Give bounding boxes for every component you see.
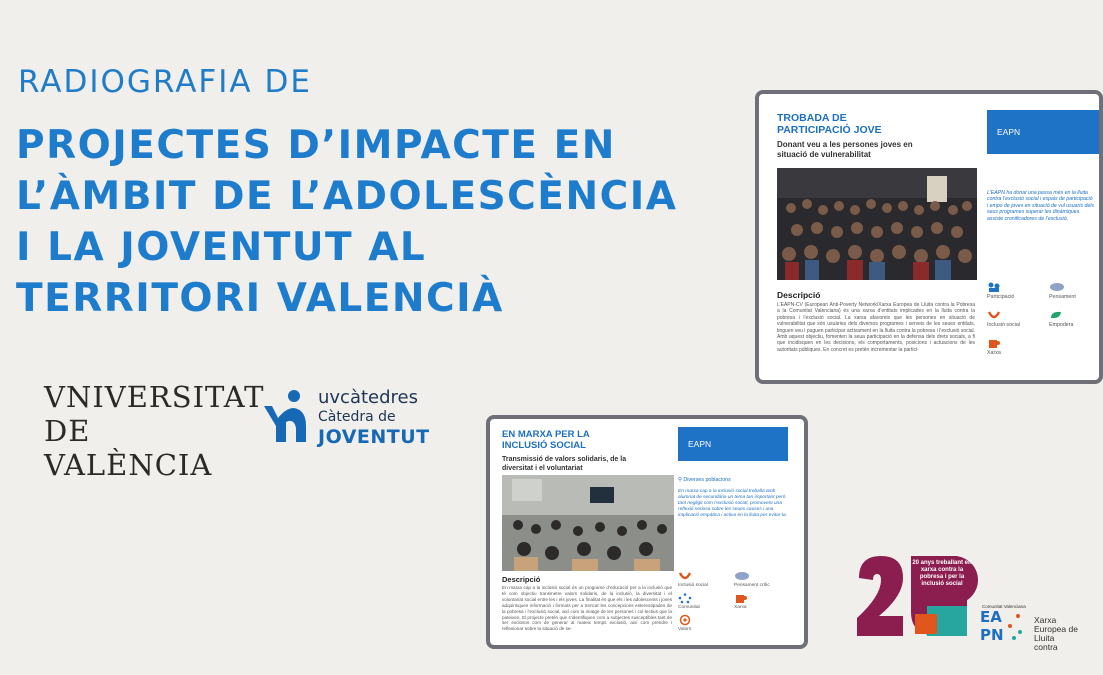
project-card-en-marxa: [486, 415, 808, 649]
icon-inclusio: [987, 310, 1020, 328]
classroom-photo: [502, 475, 674, 571]
smile-icon: [987, 310, 1001, 320]
card-body: En marxa cap a la inclusió social és un programe d’educació per a la inclusió que té com objectiu transmetre valors solidaris, de la inclusió, la diversitat i el voluntariat social entre les i els joves. La finalitat és que els i les adolescents i joves adquirisquen informació i formats per a trencar les concepcions estereotipades de la pobresa i l’exclusió social, així com la imatge de les persones i col·lectius que la pateixen. El projecte pretén que s’identifiquen com a subjectes susceptibles tant de ser exclosos com de generar al mateix temps exclusió, així com prendre i reflexionar sobre la situació de se-: [502, 585, 672, 632]
puzzle-icon: [734, 593, 748, 603]
headline: [16, 120, 756, 324]
speech-bubble-icon: [1049, 282, 1063, 292]
icon-pensament: [1049, 282, 1076, 300]
headline-line: L’ÀMBIT DE L’ADOLESCÈNCIA: [16, 174, 678, 219]
icon-xarxa: [987, 338, 1001, 356]
icon-pensament: [734, 571, 770, 588]
card-subtitle: Transmissió de valors solidaris, de la diversitat i el voluntariat: [502, 456, 627, 472]
icon-label: Xarxa: [987, 350, 1001, 356]
icon-xarxa: [734, 593, 748, 610]
project-card-trobada: [755, 90, 1103, 384]
headline-line: TERRITORI VALENCIÀ: [16, 276, 504, 321]
icon-label: Empodera: [1049, 322, 1074, 328]
uv-logo-line2: DE VALÈNCIA: [44, 414, 213, 482]
svg-text:PN: PN: [980, 626, 1004, 644]
icon-empodera: [1049, 310, 1073, 328]
icon-inclusio: [678, 571, 708, 588]
eapn-tagline: 20 anys treballant en xarxa contra la pobresa i per la inclusió social: [912, 560, 972, 587]
catedra-name: JOVENTUT: [318, 426, 430, 448]
card-title: TROBADA DE PARTICIPACIÓ JOVE: [777, 112, 882, 136]
card-title: EN MARXA PER LA INCLUSIÓ SOCIAL: [502, 429, 590, 451]
headline-line: I LA JOVENTUT AL: [16, 225, 427, 270]
leaf-icon: [1049, 310, 1063, 320]
svg-text:EA: EA: [980, 608, 1002, 626]
card-intro: L’EAPN ha donat una passa més en la lluita contra l’exclusió social i espais de participació i empo de joves en situació de vul usuaris dels seus programes superar les dinàmiques assiste cronificadores de l’exclusió.: [987, 190, 1094, 222]
icon-label: Valors: [678, 627, 692, 632]
card-section-label: Descripció: [502, 575, 541, 584]
icon-label: Xarxa: [734, 605, 747, 610]
location-label: Diverses poblacions: [683, 477, 731, 483]
icon-comunitat: [678, 593, 700, 610]
catedra-mark-icon: [262, 386, 310, 442]
universitat-valencia-logo: [44, 380, 265, 482]
eapn-org-name: Xarxa Europea de Lluita contra: [1034, 615, 1078, 652]
people-icon: [987, 282, 1001, 292]
card-org-bar: EAPN: [987, 110, 1099, 154]
headline-line: PROJECTES D’IMPACTE EN: [16, 123, 616, 168]
location-row: [678, 477, 731, 483]
card-org-bar: EAPN: [678, 427, 788, 461]
icon-label: Pensament crític: [734, 583, 770, 588]
icon-label: Inclusió social: [987, 322, 1020, 328]
icon-label: Pensament: [1049, 294, 1076, 300]
eapn-org-small: Comunitat Valenciana: [982, 604, 1026, 609]
icon-label: Participació: [987, 294, 1015, 300]
catedra-brand: uvcàtedres: [318, 387, 419, 408]
catedra-joventut-logo: [318, 388, 430, 448]
community-icon: [678, 593, 692, 603]
icon-valors: [678, 615, 692, 632]
card-body: L’EAPN-CV (European Anti-Poverty Network/Xarxa Europea de Lluita contra la Pobresa a la Comunitat Valenciana) és una xarxa d’entitats implicades en la lluita contra la pobresa i l’exclusió social. La xarxa afavoreix que les persones en situació de vulnerabilitat que són usuàries dels diversos programes i serveis de les seues entitats, tinguen veu i puguen participar activament en la lluita contra la pobresa i l’exclusió social. Amb aquest objectiu, fomenten la seua participació en la defensa dels drets socials, a fi que incidisquen en les decisions, els comportaments, posicions i actuacions de les autoritats públiques. En concret es pretén incrementar la partici-: [777, 302, 975, 353]
uv-logo-line1: VNIVERSITAT: [44, 380, 265, 414]
card-subtitle: Donant veu a les persones joves en situació de vulnerabilitat: [777, 140, 913, 159]
card-section-label: Descripció: [777, 290, 821, 300]
group-photo: [777, 168, 977, 280]
speech-bubble-icon: [734, 571, 748, 581]
catedra-sub: Càtedra de: [318, 409, 396, 425]
card-intro: En marxa cap a la inclusió social treballa amb alumnat de secundària un tema tan important però tant negligit com l’exclusió social, promovent una reflexió seriosa sobre les seues causes i una implicació empàtica i activa en la lluita per evitar-la.: [678, 489, 787, 518]
icon-label: Comunitat: [678, 605, 700, 610]
icon-participacio: [987, 282, 1014, 300]
icon-label: Inclusió social: [678, 583, 708, 588]
kicker: RADIOGRAFIA DE: [18, 64, 312, 100]
eapn-network-icon: [980, 608, 1024, 648]
puzzle-icon: [987, 338, 1001, 348]
location-pin-icon: ⚲: [678, 477, 682, 483]
smile-icon: [678, 571, 692, 581]
target-icon: [678, 615, 692, 625]
